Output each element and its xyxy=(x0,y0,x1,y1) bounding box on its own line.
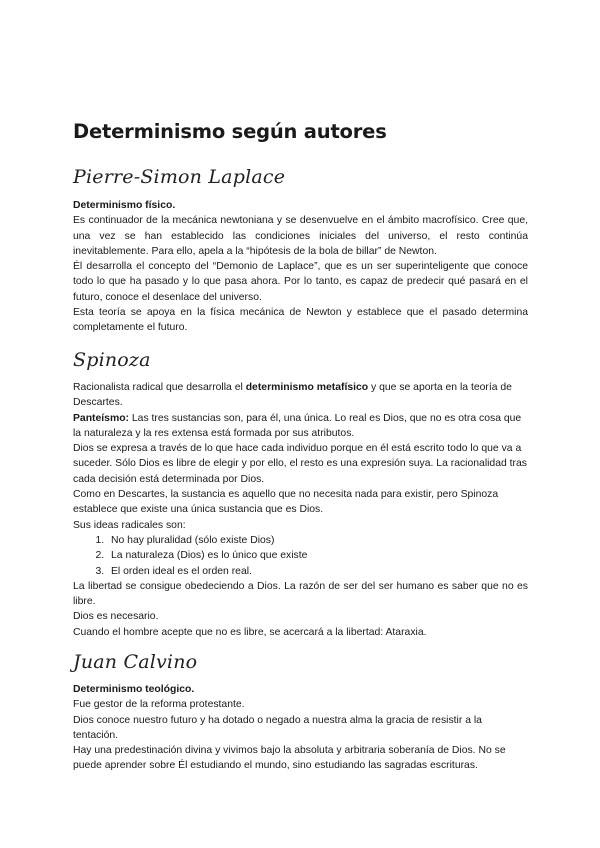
paragraph xyxy=(73,411,528,442)
subheading: Determinismo físico. xyxy=(73,200,176,211)
paragraph: Dios se expresa a través de lo que hace cada individuo porque en él está escrito todo lo que va a suceder. Sólo Dios es libre de elegir y por ello, el resto es una expresión suya. La racionalidad tras cada decisión está determinada por Dios. xyxy=(73,443,527,485)
list-item: 2. La naturaleza (Dios) es lo único que existe xyxy=(107,548,528,563)
author-heading-calvino: Juan Calvino xyxy=(73,651,198,673)
paragraph: Él desarrolla el concepto del “Demonio de Laplace”, que es un ser superinteligente que conoce todo lo que ha pasado y lo que pasa ahora. Por lo tanto, es capaz de predecir qué pasará en el futuro, conoce el desenlace del universo. xyxy=(73,261,528,303)
paragraph: Dios es necesario. xyxy=(73,611,159,623)
paragraph xyxy=(73,380,528,411)
list-item: 3. El orden ideal es el orden real. xyxy=(107,564,528,579)
paragraph: Dios conoce nuestro futuro y ha dotado o negado a nuestra alma la gracia de resistir a la tentación. xyxy=(73,714,482,741)
author-heading-laplace: Pierre-Simon Laplace xyxy=(73,166,286,188)
subheading: Determinismo teológico. xyxy=(73,684,195,695)
document-title: Determinismo según autores xyxy=(73,120,387,143)
paragraph: La libertad se consigue obedeciendo a Dios. La razón de ser del ser humano es saber que no es libre. xyxy=(73,580,528,608)
section-spinoza xyxy=(73,380,528,640)
text-run: Las tres sustancias son, para él, una única. Lo real es Dios, que no es otra cosa que la naturaleza y la res extensa está formada por sus atributos. xyxy=(73,412,522,439)
paragraph: Fue gestor de la reforma protestante. xyxy=(73,699,245,711)
section-calvino xyxy=(73,682,528,774)
ideas-list xyxy=(73,533,528,579)
paragraph: Es continuador de la mecánica newtoniana y se desenvuelve en el ámbito macrofísico. Cree que, una vez se han establecido las condiciones iniciales del universo, el resto continúa inevitablemente. Para ello, apela a la “hipótesis de la bola de billar” de Newton. xyxy=(73,215,528,257)
paragraph: Como en Descartes, la sustancia es aquello que no necesita nada para existir, pero Spinoza establece que existe una única sustancia que es Dios. xyxy=(73,489,499,516)
section-laplace xyxy=(73,198,528,336)
text-run: y que se aporta en la teoría de Descartes. xyxy=(73,382,512,409)
paragraph: Sus ideas radicales son: xyxy=(73,519,186,531)
list-item: 1. No hay pluralidad (sólo existe Dios) xyxy=(107,533,528,548)
text-run: Racionalista radical que desarrolla el xyxy=(73,382,246,393)
bold-term: determinismo metafísico xyxy=(245,382,369,393)
author-heading-spinoza: Spinoza xyxy=(73,349,151,371)
paragraph: Cuando el hombre acepte que no es libre, se acercará a la libertad: Ataraxia. xyxy=(73,626,427,638)
paragraph: Hay una predestinación divina y vivimos bajo la absoluta y arbitraria soberanía de Dios. No se puede aprender sobre Él estudiando el mundo, sino estudiando las sagradas escrituras. xyxy=(73,745,506,772)
paragraph: Esta teoría se apoya en la física mecánica de Newton y establece que el pasado determina completamente el futuro. xyxy=(73,307,528,334)
bold-term: Panteísmo: xyxy=(73,412,130,424)
